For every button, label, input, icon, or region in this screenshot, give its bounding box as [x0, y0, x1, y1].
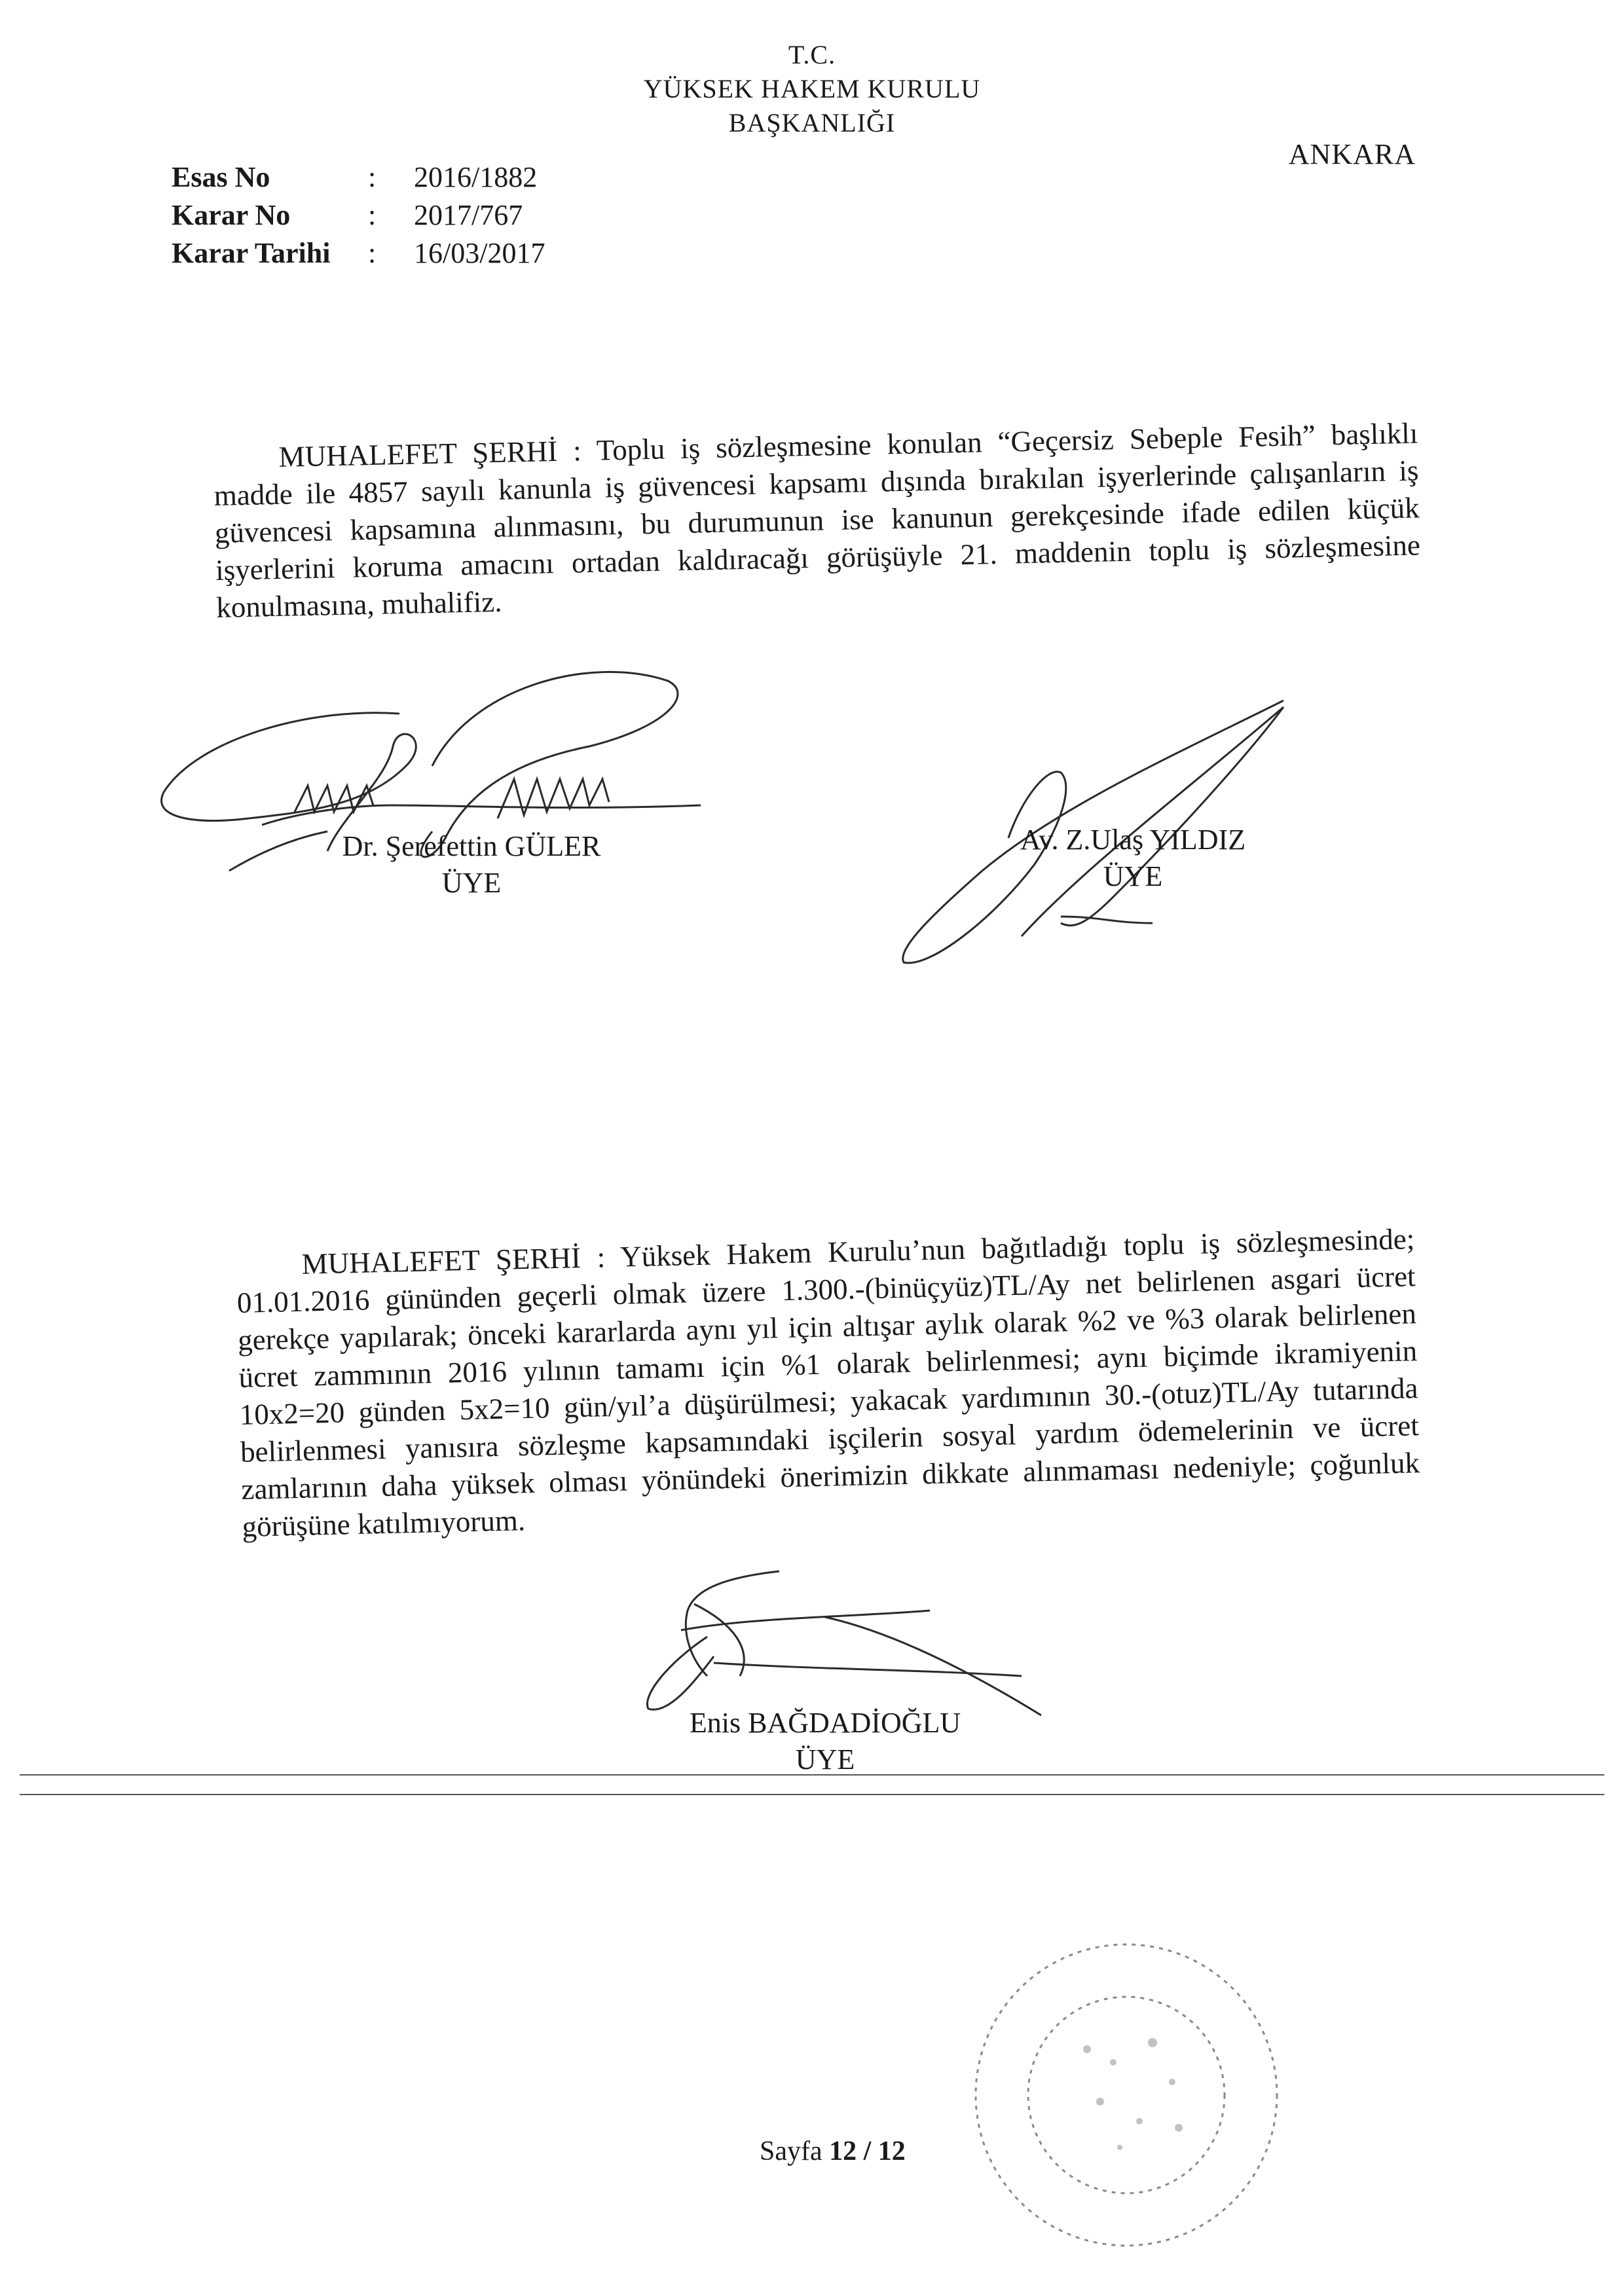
tarih-value: 16/03/2017: [414, 237, 545, 269]
divider: [20, 1794, 1604, 1795]
case-metadata: [172, 158, 545, 272]
dissent-paragraph-2: MUHALEFET ŞERHİ : Yüksek Hakem Kurulu’nun bağıtladığı toplu iş sözleşmesinde; 01.01.2016 gününden geçerli olmak üzere 1.300.-(binüçyüz)TL/Ay net belirlenen asgari ücret gerekçe yapılarak; önceki kararlarda aynı yıl için altışar aylık olarak %2 ve %3 olarak belirlenen ücret zammının 2016 yılının tamamı için %1 olarak belirlenmesi; aynı biçimde ikramiyenin 10x2=20 günden 5x2=10 gün/yıl’a düşürülmesi; yakacak yardımının 30.-(otuz)TL/Ay tutarında belirlenmesi yanısıra sözleşme kapsamındaki işçilerin sosyal yardım ödemelerinin ve ücret zamlarının daha yüksek olması yönündeki önerimizin dikkate alınmaması nedeniyle; çoğunluk görüşüne katılmıyorum.: [236, 1222, 1420, 1543]
signatory-2: [956, 822, 1310, 895]
signatory-2-role: ÜYE: [1103, 860, 1163, 892]
city-label: ANKARA: [1288, 138, 1416, 170]
colon: :: [368, 161, 377, 193]
tarih-label: Karar Tarihi: [172, 237, 331, 269]
esas-value: 2016/1882: [414, 161, 538, 193]
signatory-2-name: Av. Z.Ulaş YILDIZ: [1020, 824, 1246, 856]
esas-label: Esas No: [172, 161, 270, 193]
esas-row: [172, 158, 545, 196]
header-institution: YÜKSEK HAKEM KURULU: [643, 74, 981, 103]
karar-row: [172, 196, 545, 234]
page-number: 12 / 12: [829, 2136, 906, 2166]
stamp-icon: [0, 0, 1, 1]
dissent-paragraph-1: MUHALEFET ŞERHİ : Toplu iş sözleşmesine konulan “Geçersiz Sebeple Fesih” başlıklı madde ile 4857 sayılı kanunla iş güvencesi kapsamı dışında bırakılan işyerlerinde çalışanların iş güvencesi kapsamına alınmasını, bu durumunun ise kanunun gerekçesinde ifade edilen küçük işyerlerini koruma amacını ortadan kaldıracağı görüşüyle 21. maddenin toplu iş sözleşmesine konulmasına, muhalifiz.: [213, 416, 1421, 624]
page-footer: [760, 2136, 906, 2167]
header-tc: T.C.: [788, 40, 836, 69]
tarih-row: [172, 234, 545, 272]
signatory-3-role: ÜYE: [795, 1743, 855, 1776]
signatory-3: [642, 1705, 1008, 1778]
header-presidency: BAŞKANLIĞI: [728, 108, 896, 137]
karar-label: Karar No: [172, 199, 291, 231]
document-header: [0, 38, 1624, 140]
colon: :: [368, 237, 377, 269]
divider: [20, 1774, 1604, 1776]
karar-value: 2017/767: [414, 199, 523, 231]
signatory-1-role: ÜYE: [441, 867, 502, 899]
colon: :: [368, 199, 377, 231]
signatory-1-name: Dr. Şerefettin GÜLER: [342, 830, 601, 862]
page-prefix: Sayfa: [760, 2136, 822, 2166]
signatory-1: [249, 828, 694, 902]
signatory-3-name: Enis BAĞDADİOĞLU: [689, 1707, 961, 1739]
